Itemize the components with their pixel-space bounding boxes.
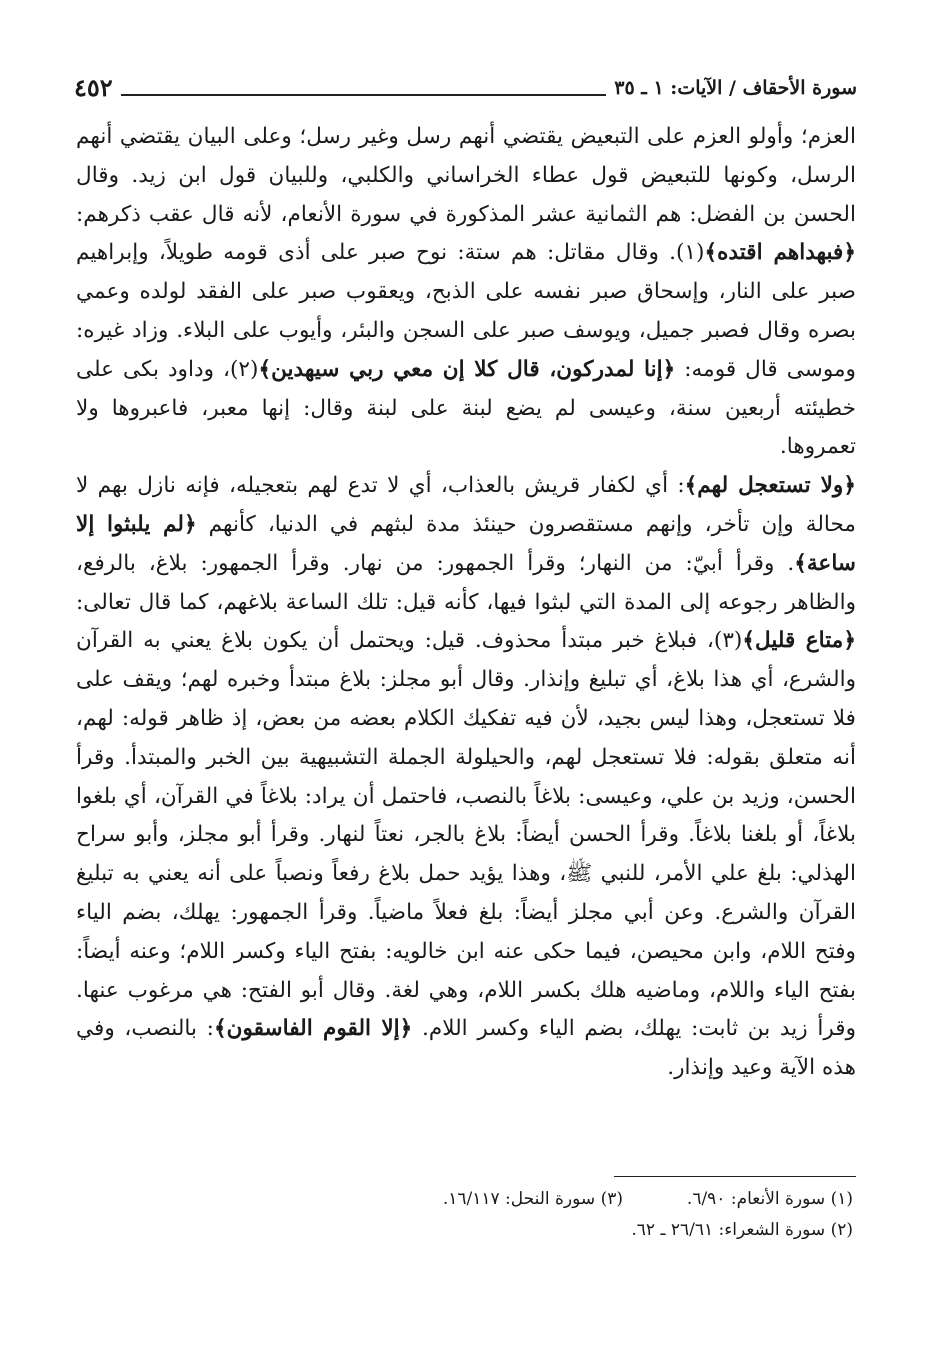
text-run: العزم؛ وأولو العزم على التبعيض يقتضي أنهم رسل وغير رسل؛ وعلى البيان يقتضي أنهم الرسل، وكونها للتبعيض قول عطاء الخراساني والكلبي، وللبيان قول ابن زيد. وقال الحسن بن الفضل: هم الثمانية عشر المذكورة في سورة الأنعام، لأنه قال عقب ذكرهم: bbox=[76, 124, 856, 227]
text-run: (٢)، وداود بكى على خطيئته أربعين سنة، وعيسى لم يضع لبنة على لبنة وقال: إنها معبر، فاعبروها ولا تعمروها. bbox=[76, 356, 856, 460]
paragraph-1 bbox=[76, 118, 856, 467]
quran-verse: ﴿لم يلبثوا إلا ساعة﴾ bbox=[76, 511, 856, 576]
running-title: سورة الأحقاف / الآيات: ١ ـ ٣٥ bbox=[614, 77, 857, 99]
header-rule bbox=[121, 94, 607, 96]
text-run: (٣)، فبلاغ خبر مبتدأ محذوف. قيل: ويحتمل أن يكون بلاغ يعني به القرآن والشرع، أي هذا بلاغ، أي تبليغ وإنذار. وقال أبو مجلز: بلاغ مبتدأ وخبره لهم؛ ويقف على فلا تستعجل، وهذا ليس بجيد، لأن فيه تفكيك الكلام بعضه من بعض، إذ ظاهر قوله: لهم، أنه متعلق بقوله: فلا تستعجل لهم، والحيلولة الجملة التشبيهية بين الخبر والمبتدأ. وقرأ الحسن، وزيد بن علي، وعيسى: بلاغاً بالنصب، فاحتمل أن يراد: بلاغاً في القرآن، أي بلغوا بلاغاً، أو بلغنا بلاغاً. وقرأ الحسن أيضاً: بلاغ بالجر، نعتاً لنهار. وقرأ أبو مجلز، وأبو سراح الهذلي: بلغ علي الأمر، للنبي ﷺ، وهذا يؤيد حمل بلاغ رفعاً ونصباً على أنه يعني به تبليغ القرآن والشرع. وعن أبي مجلز أيضاً: بلغ فعلاً ماضياً. وقرأ الجمهور: يهلك، بضم الياء وفتح اللام، وابن محيصن، فيما حكى عنه ابن خالويه: بفتح الياء وكسر اللام؛ وعنه أيضاً: بفتح الياء واللام، وماضيه هلك بكسر اللام، وهي لغة. وقال أبو الفتح: هي مرغوب عنها. وقرأ زيد بن ثابت: يهلك، بضم الياء وكسر اللام. bbox=[76, 628, 857, 1042]
quran-verse: ﴿إلا القوم الفاسقون﴾ bbox=[213, 1016, 413, 1042]
main-text bbox=[76, 118, 856, 1088]
quran-verse: ﴿متاع قليل﴾ bbox=[742, 628, 856, 654]
paragraph-2 bbox=[76, 467, 856, 1088]
footnote-row bbox=[240, 1215, 853, 1246]
footnote-row bbox=[240, 1184, 853, 1215]
footnotes bbox=[240, 1184, 853, 1246]
footnote-1: (١) سورة الأنعام: ٦/٩٠. bbox=[686, 1189, 853, 1209]
footnote-3: (٣) سورة النحل: ١٦/١١٧. bbox=[442, 1189, 623, 1209]
text-run: : بالنصب، وفي هذه الآية وعيد وإنذار. bbox=[76, 1016, 856, 1081]
page-number: ٤٥٢ bbox=[74, 73, 113, 102]
quran-verse: ﴿إنا لمدركون، قال كلا إن معي ربي سيهدين﴾ bbox=[258, 356, 676, 382]
quran-verse: ﴿ولا تستعجل لهم﴾ bbox=[684, 473, 856, 499]
text-run: . وقرأ أبيّ: من النهار؛ وقرأ الجمهور: من نهار. وقرأ الجمهور: بلاغ، بالرفع، والظاهر رجوعه إلى المدة التي لبثوا فيها، كأنه قيل: تلك الساعة بلاغهم، كما قال تعالى: bbox=[76, 550, 856, 615]
text-run: (١). وقال مقاتل: هم ستة: نوح صبر على أذى قومه طويلاً، وإبراهيم صبر على النار، وإسحاق صبر نفسه على الذبح، ويعقوب صبر على الفقد لولده وعمي بصره وقال فصبر جميل، ويوسف صبر على السجن والبئر، وأيوب على البلاء. وزاد غيره: وموسى قال قومه: bbox=[76, 240, 856, 382]
quran-verse: ﴿فبهداهم اقتده﴾ bbox=[704, 240, 856, 266]
text-run: : أي لكفار قريش بالعذاب، أي لا تدع لهم بتعجيله، فإنه نازل بهم لا محالة وإن تأخر، وإنهم مستقصرون حينئذ مدة لبثهم في الدنيا، كأنهم bbox=[76, 473, 856, 537]
footnote-2: (٢) سورة الشعراء: ٢٦/٦١ ـ ٦٢. bbox=[631, 1220, 853, 1240]
page-header bbox=[74, 72, 857, 102]
footnote-rule bbox=[614, 1176, 856, 1177]
